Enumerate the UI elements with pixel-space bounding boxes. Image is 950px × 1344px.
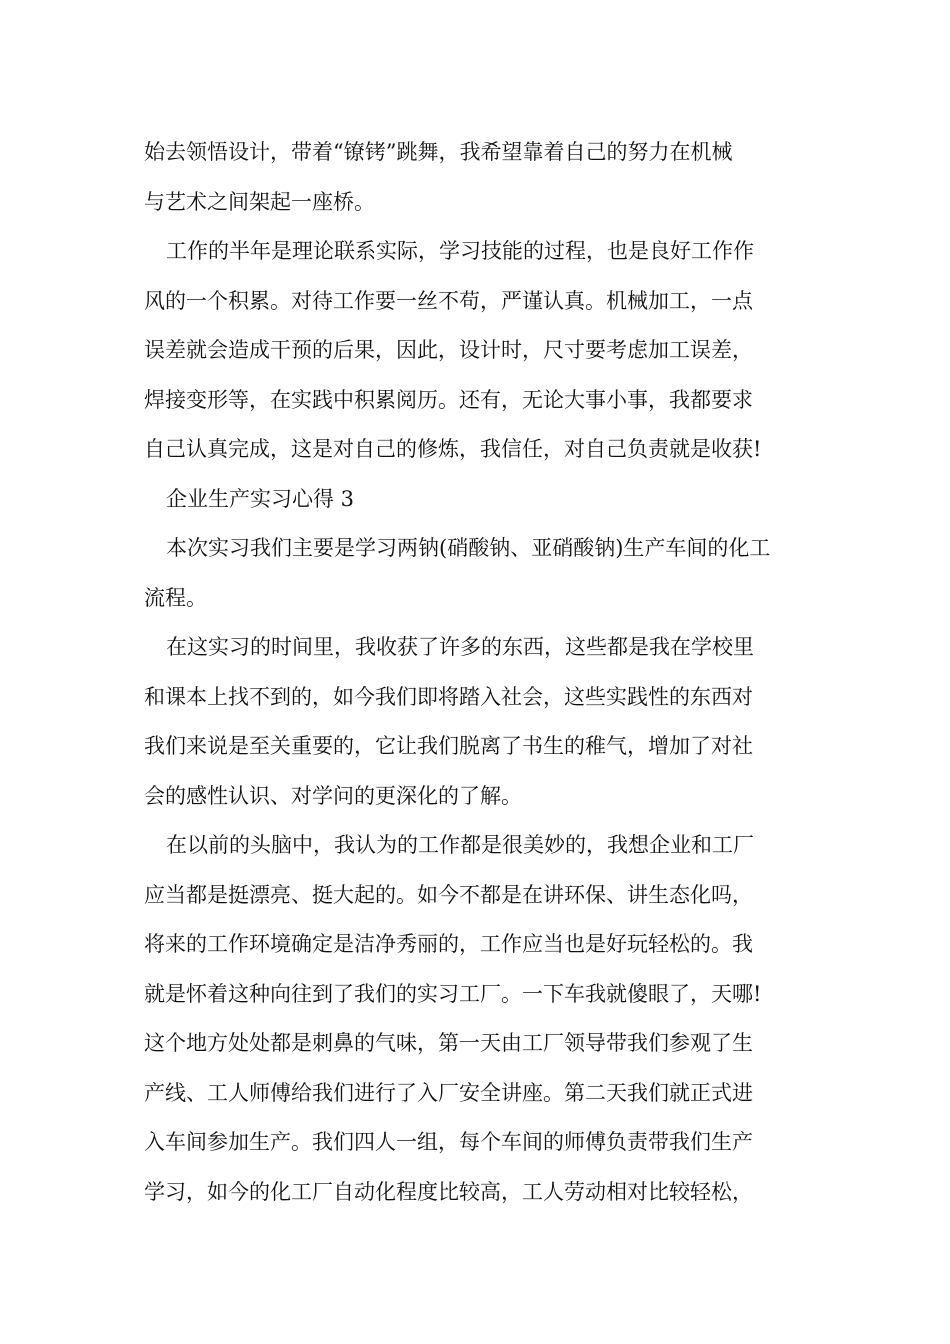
text-line: 应当都是挺漂亮、挺大起的。如今不都是在讲环保、讲生态化吗， bbox=[144, 882, 753, 907]
paragraph-start: 在以前的头脑中，我认为的工作都是很美妙的，我想企业和工厂 bbox=[166, 833, 754, 857]
text-line: 焊接变形等，在实践中积累阅历。还有，无论大事小事，我都要求 bbox=[144, 387, 753, 412]
text-line: 我们来说是至关重要的，它让我们脱离了书生的稚气，增加了对社 bbox=[144, 734, 753, 758]
paragraph-start: 在这实习的时间里，我收获了许多的东西，这些都是我在学校里 bbox=[166, 635, 754, 659]
section-heading: 企业生产实习心得 3 bbox=[166, 486, 355, 511]
text-line: 流程。 bbox=[144, 585, 207, 610]
text-line: 就是怀着这种向往到了我们的实习工厂。一下车我就傻眼了，天哪! bbox=[144, 981, 762, 1006]
text-line: 风的一个积累。对待工作要一丝不苟，严谨认真。机械加工，一点 bbox=[144, 288, 753, 313]
text-line: 始去领悟设计，带着“镣铐”跳舞，我希望靠着自己的努力在机械 bbox=[144, 140, 733, 164]
text-line: 和课本上找不到的，如今我们即将踏入社会，这些实践性的东西对 bbox=[144, 684, 753, 709]
document-body bbox=[144, 128, 814, 1217]
text-line: 入车间参加生产。我们四人一组，每个车间的师傅负责带我们生产 bbox=[144, 1130, 753, 1154]
paragraph-start: 本次实习我们主要是学习两钠(硝酸钠、亚硝酸钠)生产车间的化工 bbox=[166, 536, 771, 560]
text-line: 自己认真完成，这是对自己的修炼，我信任，对自己负责就是收获! bbox=[144, 437, 762, 461]
text-line: 与艺术之间架起一座桥。 bbox=[144, 189, 375, 214]
text-line: 会的感性认识、对学问的更深化的了解。 bbox=[144, 783, 522, 808]
text-line: 这个地方处处都是刺鼻的气味，第一天由工厂领导带我们参观了生 bbox=[144, 1031, 753, 1055]
text-line: 学习，如今的化工厂自动化程度比较高，工人劳动相对比较轻松， bbox=[144, 1179, 753, 1204]
paragraph-start: 工作的半年是理论联系实际，学习技能的过程，也是良好工作作 bbox=[166, 239, 754, 263]
text-line: 将来的工作环境确定是洁净秀丽的，工作应当也是好玩轻松的。我 bbox=[144, 932, 753, 956]
text-line: 产线、工人师傅给我们进行了入厂安全讲座。第二天我们就正式进 bbox=[144, 1080, 753, 1105]
text-line: 误差就会造成干预的后果，因此，设计时，尺寸要考虑加工误差， bbox=[144, 338, 753, 362]
